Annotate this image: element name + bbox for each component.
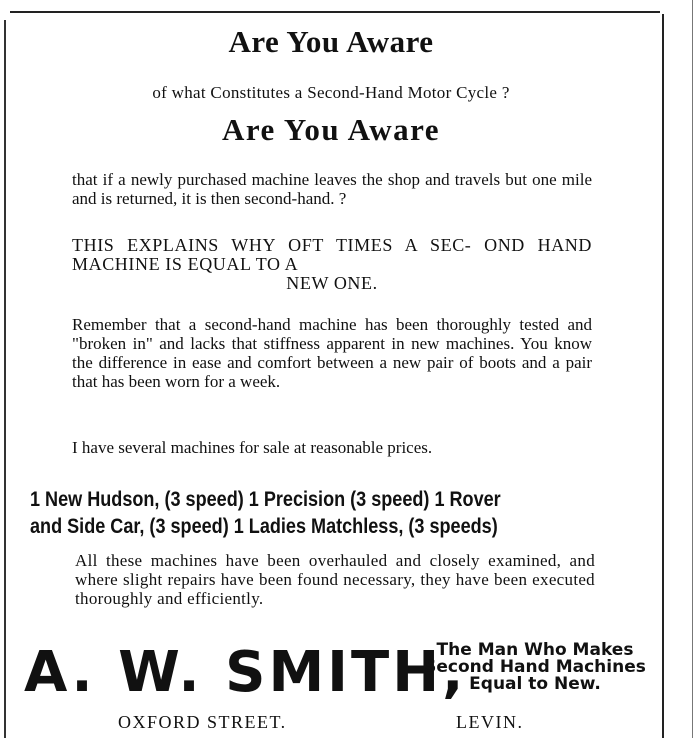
- headline-are-you-aware: Are You Aware: [228, 24, 434, 59]
- subheading: of what Constitutes a Second-Hand Motor Cycle ?: [152, 83, 510, 102]
- machines-list: [30, 486, 637, 540]
- caps-statement-end: NEW ONE.: [286, 273, 378, 293]
- tagline-line: Equal to New.: [469, 674, 601, 694]
- machines-line: 1 New Hudson, (3 speed) 1 Precision (3 speed) 1 Rover: [30, 488, 501, 511]
- paragraph-broken-in: Remember that a second-hand machine has been thoroughly tested and "broken in" and lacks that stiffness apparent in new machines. You know the difference in ease and comfort between a new pair of boots and a pair that has been worn for a week.: [72, 315, 592, 391]
- caps-statement-line: THIS EXPLAINS WHY OFT TIMES A SEC- OND HAND MACHINE IS EQUAL TO A: [72, 235, 592, 274]
- caps-statement: [72, 236, 592, 293]
- advertiser-name: A. W. SMITH,: [24, 640, 467, 705]
- paragraph-overhauled: All these machines have been overhauled and closely examined, and where slight repairs have been found necessary, they have been executed thoroughly and efficiently.: [75, 551, 595, 608]
- paragraph-second-hand-definition: that if a newly purchased machine leaves the shop and travels but one mile and is returned, it is then second-hand. ?: [72, 170, 592, 208]
- right-border-rule: [662, 14, 664, 738]
- machines-line: and Side Car, (3 speed) 1 Ladies Matchless, (3 speeds): [30, 515, 498, 538]
- page-edge-rule: [692, 0, 693, 738]
- tagline-line: The Man Who Makes: [436, 640, 634, 660]
- top-border-rule: [10, 11, 660, 13]
- tagline-line: Second Hand Machines: [424, 657, 646, 677]
- headline-are-you-aware-repeat: Are You Aware: [221, 112, 441, 147]
- street-address: OXFORD STREET.: [118, 712, 287, 732]
- paragraph-for-sale: I have several machines for sale at reasonable prices.: [72, 438, 433, 457]
- advertiser-tagline: [406, 642, 664, 693]
- town-name: LEVIN.: [456, 712, 524, 732]
